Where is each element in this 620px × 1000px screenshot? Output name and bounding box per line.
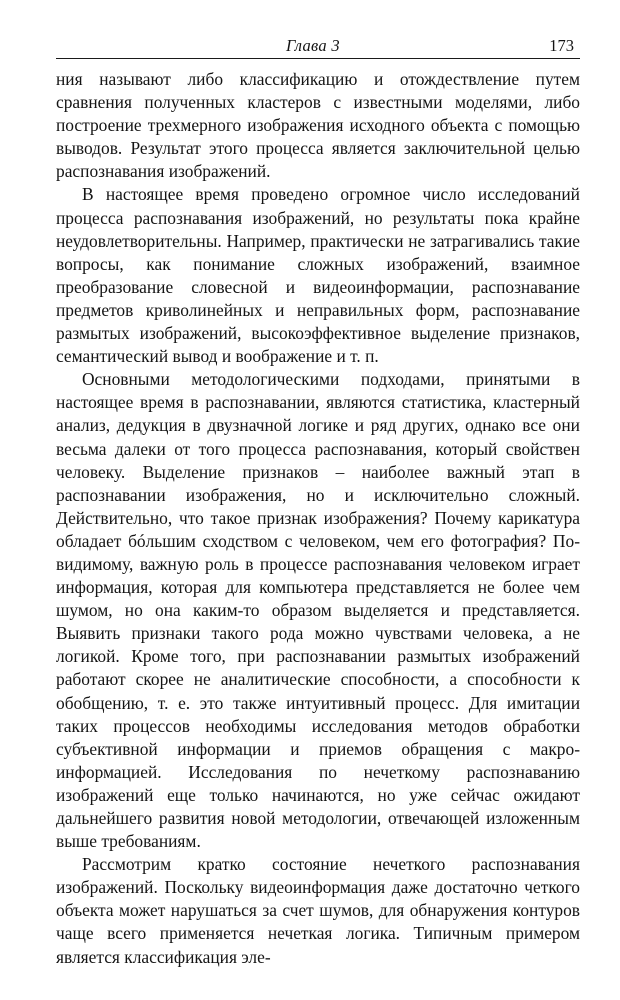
body-text — [56, 68, 580, 969]
chapter-title: Глава 3 — [286, 36, 340, 55]
paragraph-research-state: В настоящее время проведено огромное число исследований процесса распознавания изображений, но результаты пока крайне неудовлетворительны. Например, практически не затрагивались такие вопросы, как понимание сложных изображений, взаимное преобразование словесной и видеоинформации, распознавание предметов криволинейных и неправильных форм, распознавание размытых изображений, высокоэффективное выделение признаков, семантический вывод и воображение и т. п. — [56, 184, 580, 367]
page-number: 173 — [549, 36, 574, 55]
paragraph-methodology: Основными методологическими подходами, принятыми в настоящее время в распознавании, являются статистика, кластерный анализ, дедукция в двузначной логике и ряд других, однако все они весьма далеки от того процесса распознавания, который свойствен человеку. Выделение признаков – наиболее важный этап в распознавании изображения, но и исключительно сложный. Действительно, что такое признак изображения? Почему карикатура обладает бóльшим сходством с человеком, чем его фотография? Повидимому, важную роль в процессе распознавания человеком играет информация, которая для компьютера представляется не более чем шумом, но она каким-то образом выделяется и представляется. Выявить признаки такого рода можно чувствами человека, а не логикой. Кроме того, при распознавании размытых изображений работают скорее не аналитические способности, а способности к обобщению, т. е. это также интуитивный процесс. Для имитации таких процессов необходимы исследования методов обработки субъективной информации и приемов обращения с макроинформацией. Исследования по нечеткому распознаванию изображений еще только начинаются, но уже сейчас ожидают дальнейшего развития новой методологии, отвечающей изложенным выше требованиям. — [56, 369, 580, 852]
running-header — [56, 34, 580, 59]
paragraph-continued: ния называют либо классификацию и отождествление путем сравнения полученных кластеров с известными моделями, либо построение трехмерного изображения исходного объекта с помощью выводов. Результат этого процесса является заключительной целью распознавания изображений. — [56, 69, 580, 182]
paragraph-fuzzy-recognition: Рассмотрим кратко состояние нечеткого распознавания изображений. Поскольку видеоинформация даже достаточно четкого объекта может нарушаться за счет шумов, для обнаружения контуров чаще всего применяется нечеткая логика. Типичным примером является классификация эле- — [56, 854, 580, 967]
